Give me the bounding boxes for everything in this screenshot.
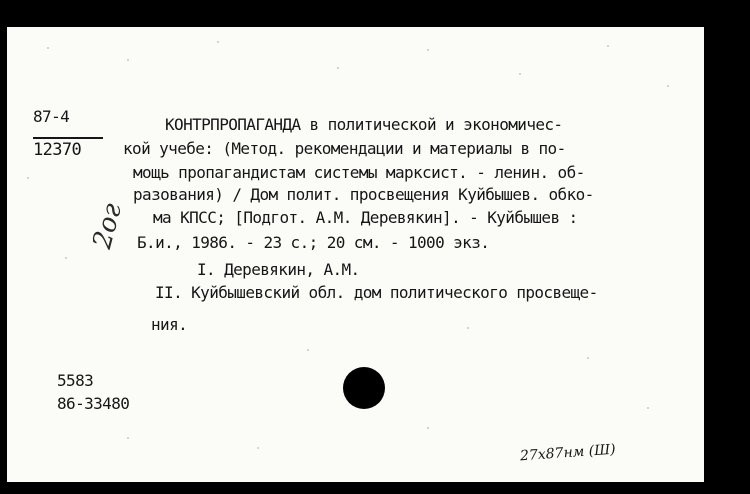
entry-line-8: II. Куйбышевский обл. дом политического просвеще-: [155, 283, 598, 302]
entry-line-5: ма КПСС; [Подгот. А.М. Деревякин]. - Куйбышев :: [153, 208, 578, 227]
record-number: 5583: [57, 371, 94, 390]
entry-line-4: разования) / Дом полит. просвещения Куйбышев. обко-: [133, 185, 594, 204]
entry-line-1: КОНТРПРОПАГАНДА в политической и экономичес-: [165, 115, 563, 134]
call-number-divider: [33, 137, 103, 139]
registration-number: 86-33480: [57, 394, 130, 413]
call-number-bottom: 12370: [33, 140, 82, 160]
entry-line-6: Б.и., 1986. - 23 с.; 20 см. - 1000 экз.: [137, 233, 490, 252]
handwritten-mark: 2ог: [87, 200, 129, 252]
entry-line-3: мощь пропагандистам системы марксист. - ленин. об-: [133, 163, 585, 182]
entry-line-7: I. Деревякин, А.М.: [197, 260, 360, 279]
catalog-card: [7, 27, 704, 482]
handwritten-signature: 27х87нм (Ш): [519, 441, 617, 465]
punch-hole: [343, 367, 385, 409]
call-number-top: 87-4: [33, 107, 70, 126]
entry-line-2: кой учебе: (Метод. рекомендации и материалы в по-: [123, 139, 566, 158]
entry-line-9: ния.: [151, 315, 188, 334]
